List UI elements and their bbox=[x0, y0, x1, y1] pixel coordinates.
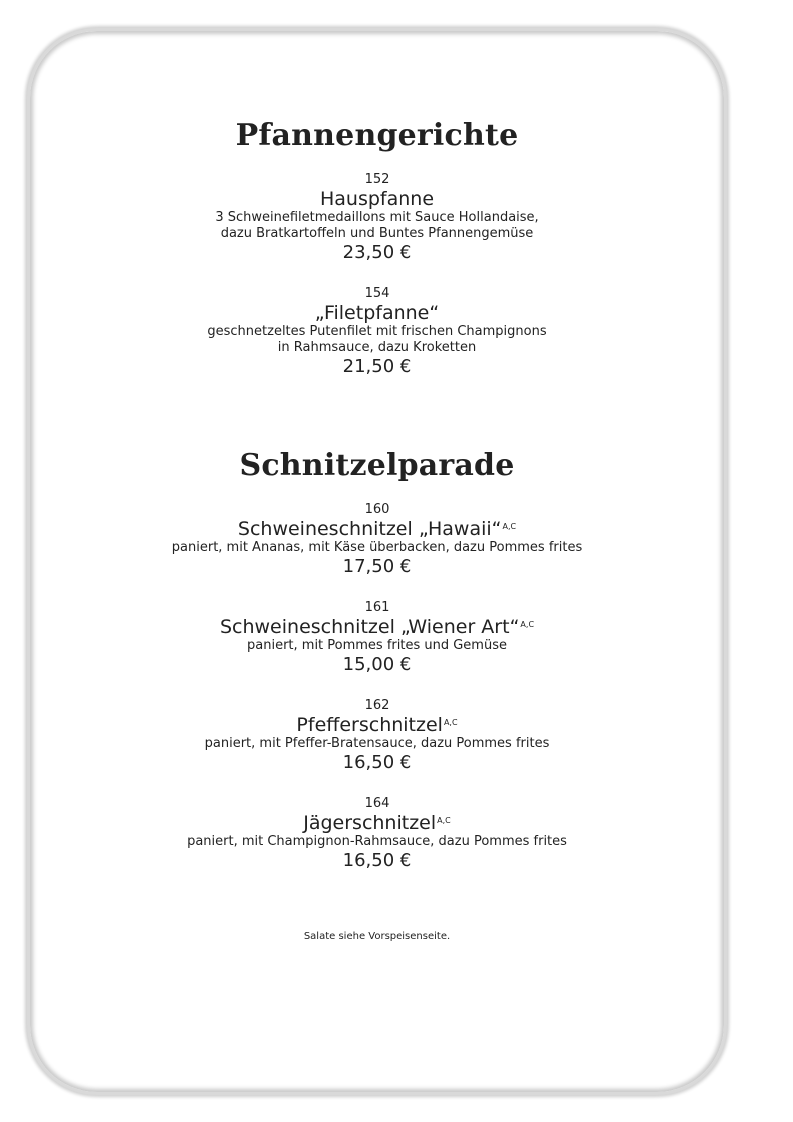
dish-number: 164 bbox=[364, 796, 390, 811]
allergen-codes: A,C bbox=[437, 816, 451, 825]
dish-152 bbox=[27, 172, 727, 264]
dish-description-line: in Rahmsauce, dazu Kroketten bbox=[277, 340, 477, 355]
dish-name: Hauspfanne bbox=[319, 188, 435, 210]
dish-number: 154 bbox=[364, 286, 390, 301]
dish-number: 162 bbox=[364, 698, 390, 713]
dish-description-line: geschnetzeltes Putenfilet mit frischen Champignons bbox=[207, 324, 547, 339]
dish-description-line: paniert, mit Champignon-Rahmsauce, dazu Pommes frites bbox=[187, 834, 567, 849]
allergen-codes: A,C bbox=[443, 718, 458, 727]
dish-name: Schweineschnitzel „Wiener Art“$^{A,C}$ bbox=[219, 616, 535, 638]
dish-price: 21,50 € bbox=[342, 356, 412, 377]
menu-content bbox=[27, 28, 727, 944]
dish-154 bbox=[27, 286, 727, 378]
allergen-codes: A,C bbox=[520, 620, 535, 629]
dish-description-line: paniert, mit Pfeffer-Bratensauce, dazu Pommes frites bbox=[204, 736, 550, 751]
dish-name: Schweineschnitzel „Hawaii“$^{A,C}$ bbox=[237, 518, 517, 540]
footer-note: Salate siehe Vorspeisenseite. bbox=[303, 931, 451, 942]
dish-price: 15,00 € bbox=[342, 654, 412, 675]
dish-name: „Filetpfanne“ bbox=[314, 302, 440, 324]
section-title-pfannengerichte: Pfannengerichte bbox=[235, 118, 519, 153]
dish-price: 16,50 € bbox=[342, 850, 412, 871]
dish-number: 160 bbox=[364, 502, 390, 517]
dish-description-line: 3 Schweinefiletmedaillons mit Sauce Hollandaise, bbox=[215, 210, 539, 225]
dish-number: 152 bbox=[364, 172, 390, 187]
dish-162 bbox=[27, 698, 727, 774]
dish-name: Jägerschnitzel$^{A,C}$ bbox=[303, 812, 451, 834]
dish-price: 17,50 € bbox=[342, 556, 412, 577]
dish-160 bbox=[27, 502, 727, 578]
section-title-schnitzelparade: Schnitzelparade bbox=[239, 448, 515, 483]
dish-description-line: paniert, mit Pommes frites und Gemüse bbox=[247, 638, 507, 653]
dish-price: 16,50 € bbox=[342, 752, 412, 773]
dish-price: 23,50 € bbox=[342, 242, 412, 263]
dish-number: 161 bbox=[364, 600, 390, 615]
dish-161 bbox=[27, 600, 727, 676]
dish-164 bbox=[27, 796, 727, 872]
dish-name: Pfefferschnitzel$^{A,C}$ bbox=[296, 714, 458, 736]
allergen-codes: A,C bbox=[502, 522, 517, 531]
dish-description-line: paniert, mit Ananas, mit Käse überbacken, dazu Pommes frites bbox=[171, 540, 583, 555]
dish-description-line: dazu Bratkartoffeln und Buntes Pfannengemüse bbox=[220, 226, 534, 241]
